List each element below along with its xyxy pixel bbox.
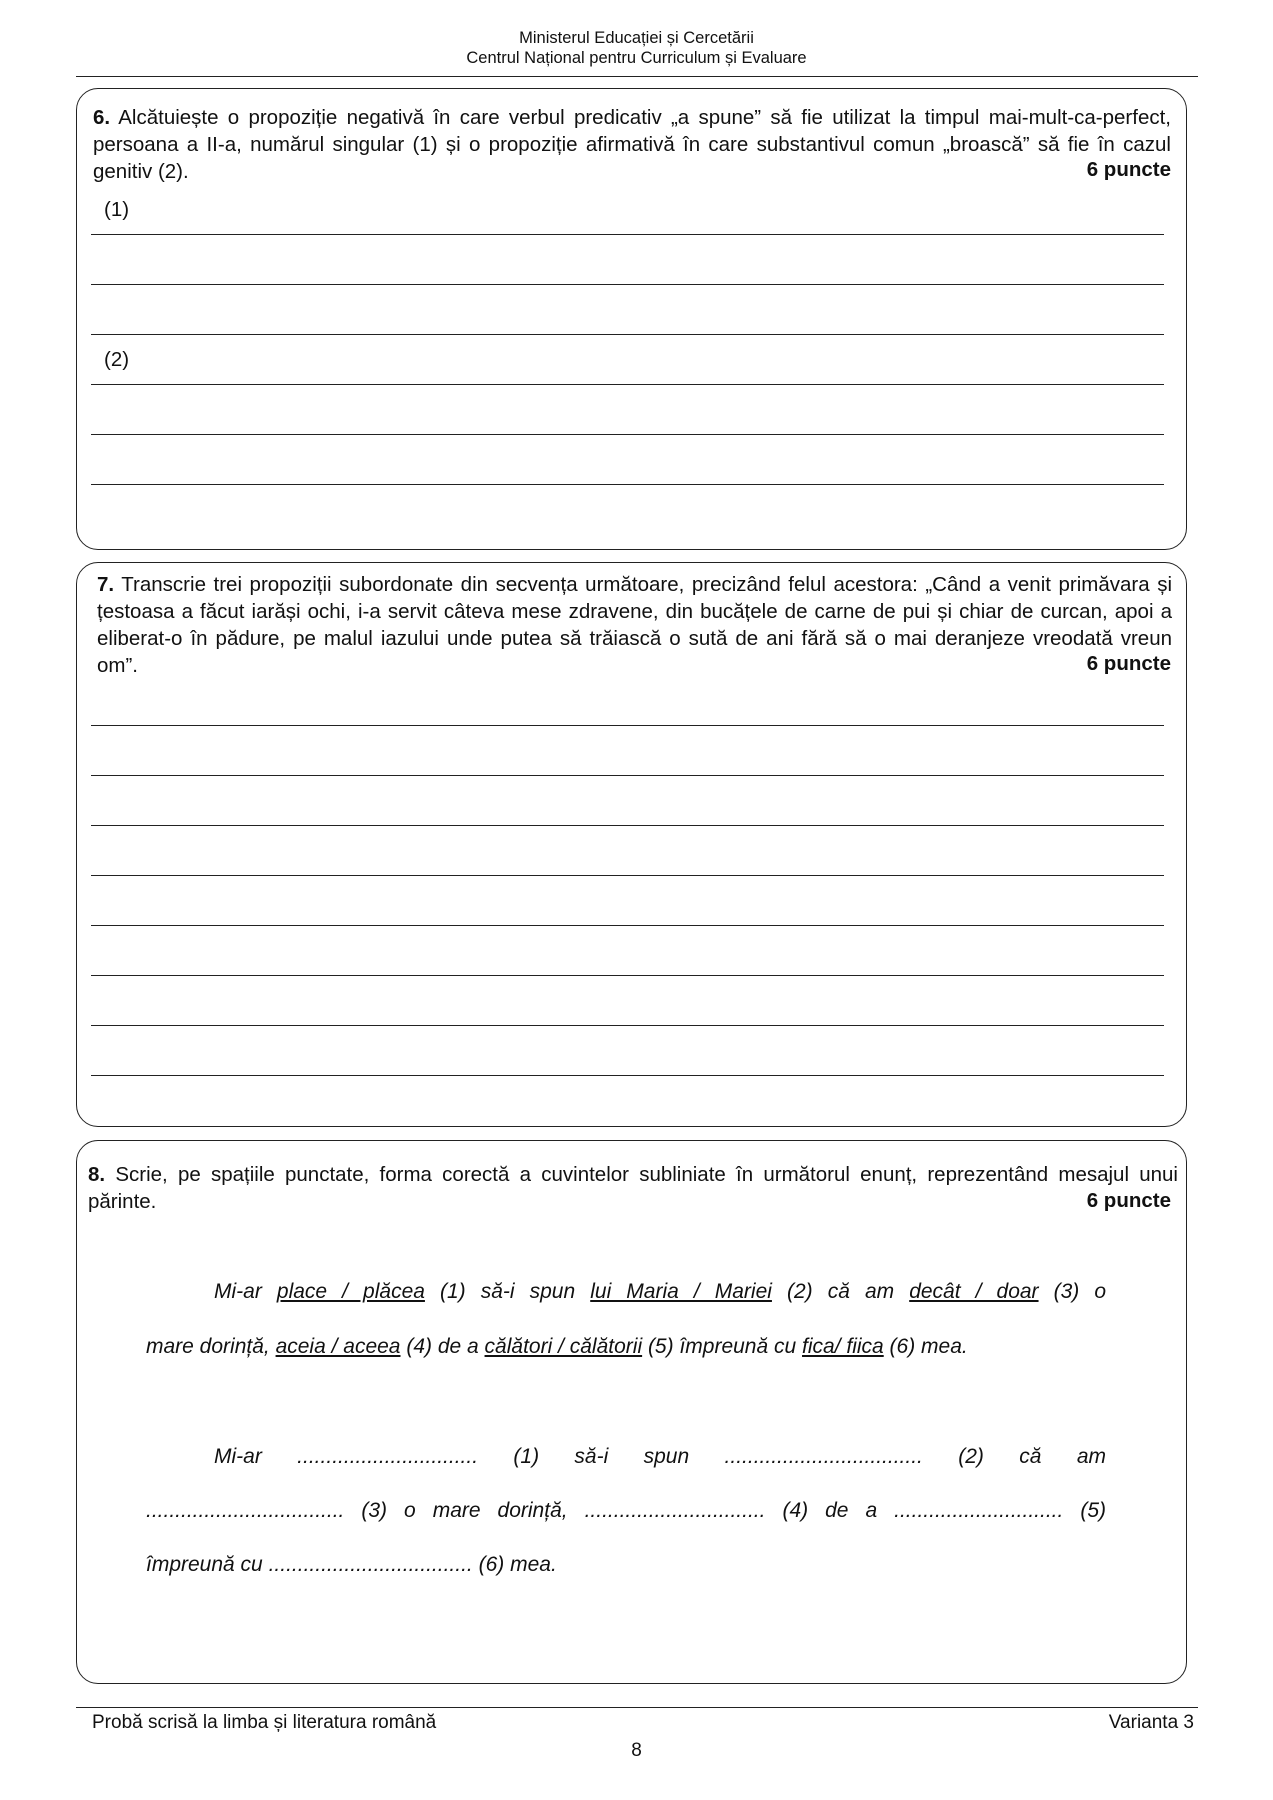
underlined-word: decât / doar: [909, 1280, 1039, 1303]
answer-line[interactable]: [91, 434, 1164, 435]
answer-line[interactable]: [91, 234, 1164, 235]
answer-line[interactable]: [91, 334, 1164, 335]
fill-in-line-2[interactable]: .................................. (3) o mare dorință, ............................... (4) de a ............................. (5): [146, 1499, 1106, 1522]
variant-label: Varianta 3: [1108, 1712, 1194, 1733]
footer-rule: [76, 1707, 1198, 1708]
answer-label-2: (2): [104, 348, 130, 371]
answer-line[interactable]: [91, 725, 1164, 726]
answer-line[interactable]: [91, 875, 1164, 876]
question-7-number: 7.: [97, 573, 115, 596]
answer-line[interactable]: [91, 484, 1164, 485]
question-8-statement: Scrie, pe spațiile punctate, forma corectă a cuvintelor subliniate în următorul enunț, reprezentând mesajul unui părinte.: [88, 1163, 1178, 1213]
fill-in-line-3[interactable]: împreună cu ................................... (6) mea.: [146, 1553, 557, 1576]
question-6-number: 6.: [93, 106, 111, 129]
question-6-points: 6 puncte: [1086, 158, 1171, 181]
question-8-points: 6 puncte: [1086, 1189, 1171, 1212]
page-header: [0, 28, 1273, 68]
answer-line[interactable]: [91, 925, 1164, 926]
answer-line[interactable]: [91, 284, 1164, 285]
underlined-word: aceia / aceea: [275, 1335, 401, 1358]
ministry-name: Ministerul Educației și Cercetării: [519, 29, 754, 47]
underlined-word: călători / călătorii: [484, 1335, 643, 1358]
answer-label-1: (1): [104, 198, 130, 221]
answer-line[interactable]: [91, 975, 1164, 976]
answer-line[interactable]: [91, 1025, 1164, 1026]
question-8-box: [76, 1140, 1187, 1684]
answer-line[interactable]: [91, 1075, 1164, 1076]
question-6-statement: Alcătuiește o propoziție negativă în care verbul predicativ „a spune” să fie utilizat la timpul mai-mult-ca-perfect, persoana a II-a, numărul singular (1) și o propoziție afirmativă în care substantivul comun „broască” să fie în cazul genitiv (2).: [93, 106, 1171, 183]
page-number: 8: [631, 1740, 642, 1761]
example-sentence-line-1: Mi-ar place / plăcea (1) să-i spun lui Maria / Mariei (2) că am decât / doar (3) o: [214, 1280, 1107, 1303]
underlined-word: fica/ fiica: [802, 1335, 884, 1358]
center-name: Centrul Național pentru Curriculum și Evaluare: [466, 49, 807, 67]
question-7-statement: Transcrie trei propoziții subordonate din secvența următoare, precizând felul acestora: „Când a venit primăvara și țestoasa a făcut iarăși ochi, i-a servit câteva mese zdravene, din bucățele de carne de pui și chiar de curcan, apoi a eliberat-o în pădure, pe malul iazului unde putea să trăiască o sută de ani fără să o mai deranjeze vreodată vreun om”.: [97, 573, 1172, 677]
question-6-text: [93, 104, 1171, 185]
question-7-points: 6 puncte: [1086, 652, 1171, 675]
question-8-number: 8.: [88, 1163, 106, 1186]
fill-in-line-1[interactable]: Mi-ar ............................... (1) să-i spun .................................. (2) că am: [214, 1445, 1106, 1468]
underlined-word: place / plăcea: [276, 1280, 425, 1303]
underlined-word: lui Maria / Mariei: [590, 1280, 772, 1303]
answer-line[interactable]: [91, 384, 1164, 385]
answer-line[interactable]: [91, 775, 1164, 776]
answer-line[interactable]: [91, 825, 1164, 826]
example-sentence-line-2: mare dorință, aceia / aceea (4) de a călători / călătorii (5) împreună cu fica/ fiica (6) mea.: [146, 1335, 968, 1358]
exam-title: Probă scrisă la limba și literatura română: [92, 1712, 437, 1733]
question-8-text: [88, 1161, 1178, 1215]
header-rule: [76, 76, 1198, 77]
question-7-text: [97, 571, 1172, 679]
